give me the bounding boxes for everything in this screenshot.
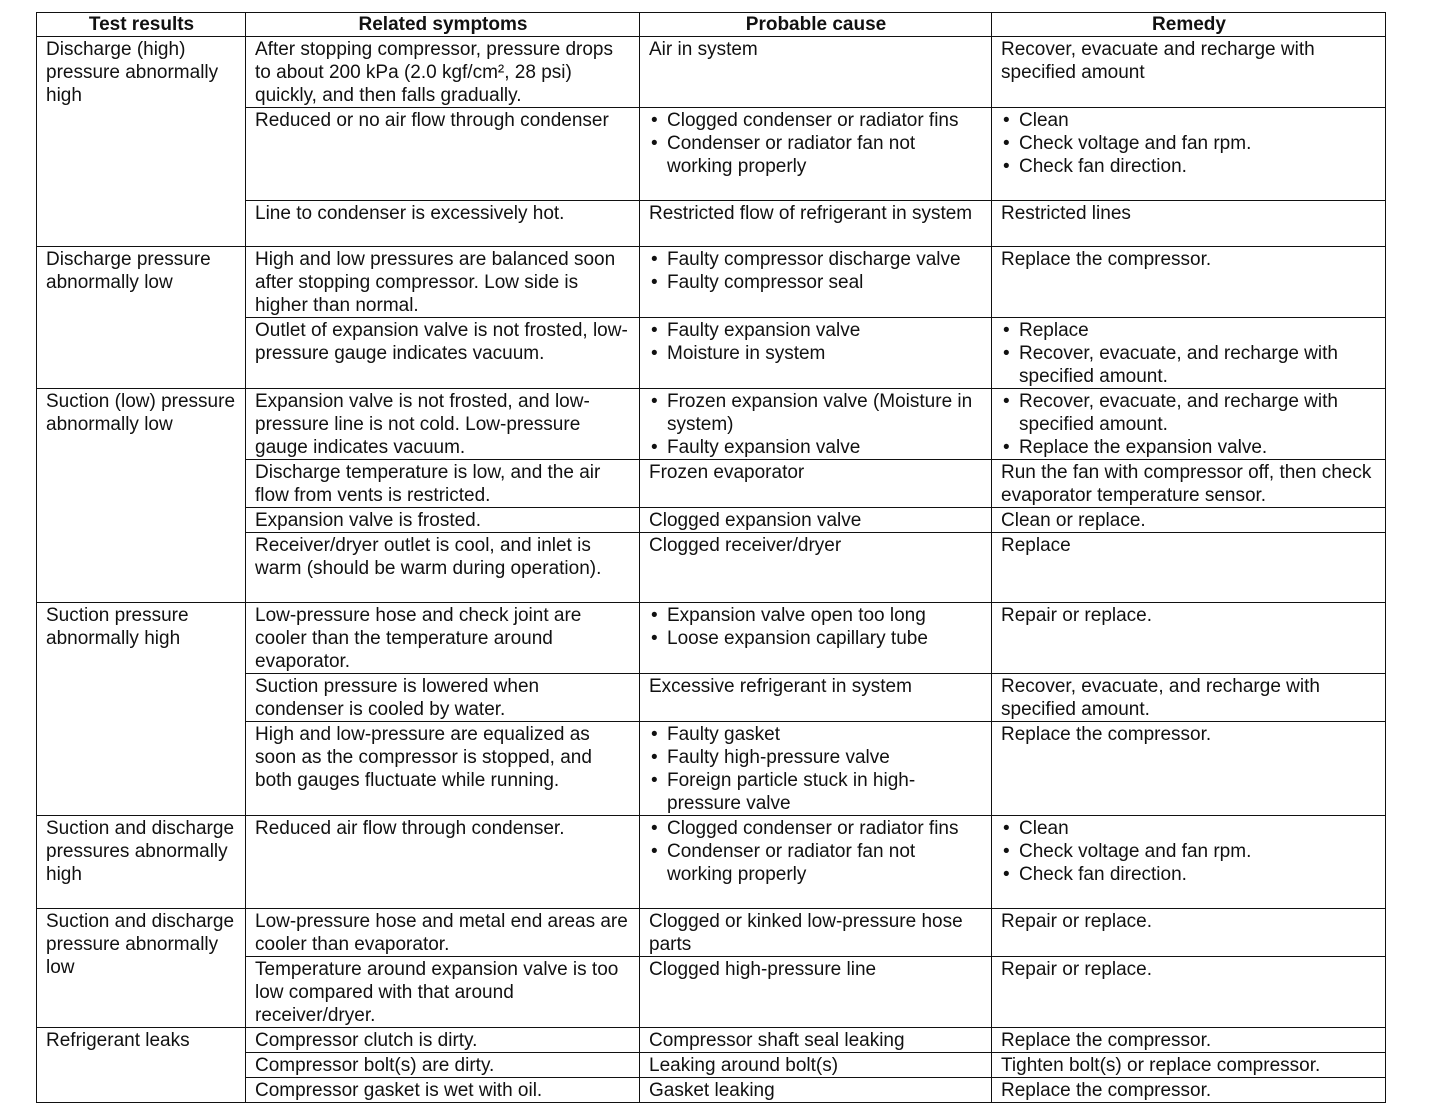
header-related-symptoms: Related symptoms [246, 13, 640, 37]
symptom-cell [246, 460, 640, 508]
list-item: • Faulty expansion valve [649, 319, 983, 342]
symptom-cell [246, 37, 640, 108]
cause-cell [640, 37, 992, 108]
symptom-cell-text: After stopping compressor, pressure drops to about 200 kPa (2.0 kgf/cm², 28 psi) quickly, and then falls gradually. [255, 39, 614, 106]
cause-cell-text: Leaking around bolt(s) [649, 1055, 839, 1076]
test-result-cell [37, 1028, 246, 1103]
cause-cell [640, 1078, 992, 1103]
test-result-text: Discharge pressure abnormally low [46, 249, 211, 293]
symptom-cell-text: Expansion valve is frosted. [255, 510, 482, 531]
cause-cell [640, 108, 992, 201]
cause-cell [640, 318, 992, 389]
symptom-cell [246, 722, 640, 816]
list-item: • Condenser or radiator fan not working properly [649, 840, 983, 886]
remedy-cell [992, 1053, 1386, 1078]
cause-cell [640, 1028, 992, 1053]
remedy-cell-text: Repair or replace. [1001, 911, 1153, 932]
symptom-cell [246, 909, 640, 957]
cause-cell-text: Air in system [649, 39, 758, 60]
symptom-cell-text: Reduced air flow through condenser. [255, 818, 565, 839]
table-row [37, 816, 1386, 909]
test-result-text: Suction (low) pressure abnormally low [46, 391, 236, 435]
header-row [37, 13, 1386, 37]
troubleshooting-page [36, 12, 1385, 1103]
test-result-cell [37, 603, 246, 816]
symptom-cell [246, 603, 640, 674]
test-result-text: Suction pressure abnormally high [46, 605, 189, 649]
cause-cell [640, 460, 992, 508]
table-row [37, 603, 1386, 674]
cause-cell-text: Excessive refrigerant in system [649, 676, 912, 697]
symptom-cell-text: Discharge temperature is low, and the air flow from vents is restricted. [255, 462, 601, 506]
remedy-cell [992, 460, 1386, 508]
remedy-cell-text: Run the fan with compressor off, then check evaporator temperature sensor. [1001, 462, 1372, 506]
list-item: • Faulty compressor discharge valve [649, 248, 983, 271]
test-result-cell [37, 816, 246, 909]
remedy-cell-text: Recover, evacuate, and recharge with specified amount. [1001, 676, 1320, 720]
symptom-cell [246, 389, 640, 460]
remedy-cell [992, 603, 1386, 674]
symptom-cell [246, 318, 640, 389]
list-item: • Expansion valve open too long [649, 604, 983, 627]
remedy-cell-text: Clean or replace. [1001, 510, 1146, 531]
remedy-cell-text: Replace the compressor. [1001, 1030, 1212, 1051]
test-result-text: Suction and discharge pressure abnormally low [46, 911, 235, 978]
list-item: • Clean [1001, 817, 1377, 840]
remedy-cell [992, 318, 1386, 389]
symptom-cell [246, 247, 640, 318]
remedy-cell [992, 108, 1386, 201]
cause-cell-text: Frozen evaporator [649, 462, 805, 483]
cause-cell-list [649, 319, 983, 365]
cause-cell-text: Restricted flow of refrigerant in system [649, 203, 973, 224]
table-body [37, 37, 1386, 1103]
list-item: • Check fan direction. [1001, 155, 1377, 178]
table-row [37, 37, 1386, 108]
cause-cell [640, 247, 992, 318]
symptom-cell [246, 508, 640, 533]
symptom-cell [246, 533, 640, 603]
remedy-cell-list [1001, 109, 1377, 178]
symptom-cell-text: Suction pressure is lowered when condenser is cooled by water. [255, 676, 540, 720]
table-row [37, 389, 1386, 460]
header-remedy: Remedy [992, 13, 1386, 37]
test-result-cell [37, 247, 246, 389]
list-item: • Replace [1001, 319, 1377, 342]
remedy-cell [992, 722, 1386, 816]
list-item: • Check voltage and fan rpm. [1001, 840, 1377, 863]
test-result-text: Discharge (high) pressure abnormally high [46, 39, 219, 106]
remedy-cell [992, 909, 1386, 957]
symptom-cell-text: Expansion valve is not frosted, and low-pressure line is not cold. Low-pressure gauge indicates vacuum. [255, 391, 590, 458]
symptom-cell [246, 816, 640, 909]
remedy-cell-text: Replace the compressor. [1001, 249, 1212, 270]
cause-cell-list [649, 109, 983, 178]
symptom-cell [246, 201, 640, 247]
remedy-cell [992, 37, 1386, 108]
cause-cell [640, 603, 992, 674]
test-result-text: Suction and discharge pressures abnormally high [46, 818, 235, 885]
table-row [37, 247, 1386, 318]
test-result-cell [37, 909, 246, 1028]
symptom-cell [246, 1028, 640, 1053]
cause-cell-list [649, 723, 983, 815]
list-item: • Moisture in system [649, 342, 983, 365]
cause-cell [640, 722, 992, 816]
cause-cell-text: Clogged or kinked low-pressure hose parts [649, 911, 963, 955]
list-item: • Faulty high-pressure valve [649, 746, 983, 769]
cause-cell-list [649, 817, 983, 886]
cause-cell-text: Compressor shaft seal leaking [649, 1030, 905, 1051]
list-item: • Check voltage and fan rpm. [1001, 132, 1377, 155]
remedy-cell-list [1001, 319, 1377, 388]
remedy-cell-text: Repair or replace. [1001, 959, 1153, 980]
cause-cell [640, 957, 992, 1028]
remedy-cell [992, 674, 1386, 722]
cause-cell-list [649, 604, 983, 650]
list-item: • Clean [1001, 109, 1377, 132]
symptom-cell-text: Reduced or no air flow through condenser [255, 110, 609, 131]
remedy-cell-text: Replace [1001, 535, 1071, 556]
header-probable-cause: Probable cause [640, 13, 992, 37]
list-item: • Check fan direction. [1001, 863, 1377, 886]
list-item: • Faulty expansion valve [649, 436, 983, 459]
symptom-cell [246, 1078, 640, 1103]
remedy-cell [992, 389, 1386, 460]
remedy-cell-text: Tighten bolt(s) or replace compressor. [1001, 1055, 1321, 1076]
symptom-cell [246, 674, 640, 722]
list-item: • Loose expansion capillary tube [649, 627, 983, 650]
remedy-cell-list [1001, 390, 1377, 459]
cause-cell [640, 816, 992, 909]
cause-cell-list [649, 390, 983, 459]
symptom-cell-text: Compressor bolt(s) are dirty. [255, 1055, 495, 1076]
list-item: • Recover, evacuate, and recharge with specified amount. [1001, 342, 1377, 388]
symptom-cell-text: Temperature around expansion valve is too low compared with that around receiver/dryer. [255, 959, 619, 1026]
cause-cell [640, 1053, 992, 1078]
remedy-cell [992, 816, 1386, 909]
table-row [37, 909, 1386, 957]
table-row [37, 1028, 1386, 1053]
symptom-cell-text: Low-pressure hose and check joint are cooler than the temperature around evaporator. [255, 605, 582, 672]
list-item: • Clogged condenser or radiator fins [649, 109, 983, 132]
remedy-cell [992, 1078, 1386, 1103]
symptom-cell-text: High and low pressures are balanced soon after stopping compressor. Low side is higher than normal. [255, 249, 616, 316]
cause-cell [640, 508, 992, 533]
test-result-cell [37, 389, 246, 603]
remedy-cell [992, 508, 1386, 533]
remedy-cell-text: Recover, evacuate and recharge with specified amount [1001, 39, 1315, 83]
header-test-results: Test results [37, 13, 246, 37]
symptom-cell [246, 1053, 640, 1078]
cause-cell-text: Gasket leaking [649, 1080, 775, 1101]
remedy-cell [992, 533, 1386, 603]
symptom-cell-text: Line to condenser is excessively hot. [255, 203, 565, 224]
remedy-cell-text: Replace the compressor. [1001, 1080, 1212, 1101]
cause-cell [640, 674, 992, 722]
cause-cell [640, 533, 992, 603]
test-result-cell [37, 37, 246, 247]
remedy-cell-list [1001, 817, 1377, 886]
list-item: • Recover, evacuate, and recharge with specified amount. [1001, 390, 1377, 436]
symptom-cell-text: Low-pressure hose and metal end areas are cooler than evaporator. [255, 911, 628, 955]
cause-cell-text: Clogged high-pressure line [649, 959, 877, 980]
list-item: • Frozen expansion valve (Moisture in system) [649, 390, 983, 436]
remedy-cell-text: Replace the compressor. [1001, 724, 1212, 745]
cause-cell [640, 201, 992, 247]
symptom-cell-text: High and low-pressure are equalized as soon as the compressor is stopped, and both gauges fluctuate while running. [255, 724, 592, 791]
troubleshooting-table [36, 12, 1386, 1103]
remedy-cell-text: Restricted lines [1001, 203, 1131, 224]
remedy-cell-text: Repair or replace. [1001, 605, 1153, 626]
cause-cell-text: Clogged receiver/dryer [649, 535, 842, 556]
symptom-cell-text: Outlet of expansion valve is not frosted, low-pressure gauge indicates vacuum. [255, 320, 628, 364]
cause-cell-list [649, 248, 983, 294]
remedy-cell [992, 1028, 1386, 1053]
symptom-cell-text: Compressor clutch is dirty. [255, 1030, 478, 1051]
remedy-cell [992, 957, 1386, 1028]
remedy-cell [992, 201, 1386, 247]
list-item: • Replace the expansion valve. [1001, 436, 1377, 459]
list-item: • Clogged condenser or radiator fins [649, 817, 983, 840]
symptom-cell [246, 108, 640, 201]
symptom-cell-text: Compressor gasket is wet with oil. [255, 1080, 543, 1101]
list-item: • Faulty compressor seal [649, 271, 983, 294]
list-item: • Faulty gasket [649, 723, 983, 746]
cause-cell-text: Clogged expansion valve [649, 510, 862, 531]
test-result-text: Refrigerant leaks [46, 1030, 190, 1051]
list-item: • Condenser or radiator fan not working properly [649, 132, 983, 178]
cause-cell [640, 389, 992, 460]
remedy-cell [992, 247, 1386, 318]
list-item: • Foreign particle stuck in high-pressure valve [649, 769, 983, 815]
symptom-cell [246, 957, 640, 1028]
symptom-cell-text: Receiver/dryer outlet is cool, and inlet is warm (should be warm during operation). [255, 535, 602, 579]
cause-cell [640, 909, 992, 957]
